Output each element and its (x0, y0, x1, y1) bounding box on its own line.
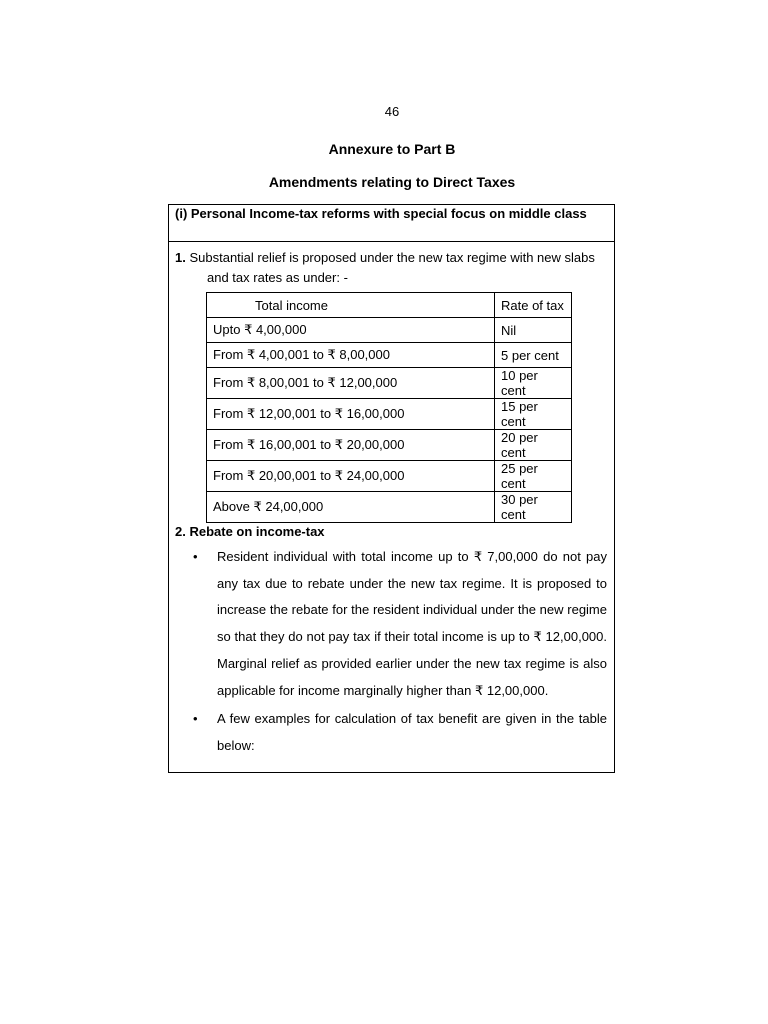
income-cell: From ₹ 20,00,001 to ₹ 24,00,000 (207, 461, 495, 492)
table-header-row (207, 293, 572, 318)
page-title: Annexure to Part B (328, 141, 456, 157)
item-1-text (175, 248, 605, 288)
table-row (207, 461, 572, 492)
income-cell: From ₹ 4,00,001 to ₹ 8,00,000 (207, 343, 495, 368)
rate-cell: 5 per cent (495, 343, 572, 368)
rebate-heading: 2. Rebate on income-tax (175, 524, 325, 539)
header-rate-of-tax: Rate of tax (495, 293, 572, 318)
table-row (207, 343, 572, 368)
income-cell: From ₹ 8,00,001 to ₹ 12,00,000 (207, 368, 495, 399)
rate-cell: 25 per cent (495, 461, 572, 492)
tax-slab-table (206, 292, 572, 523)
table-row (207, 399, 572, 430)
section-heading: (i) Personal Income-tax reforms with special focus on middle class (175, 206, 587, 221)
table-row (207, 430, 572, 461)
income-cell: Above ₹ 24,00,000 (207, 492, 495, 523)
list-item (175, 706, 607, 759)
table-row (207, 318, 572, 343)
section-heading-box (168, 204, 615, 242)
income-cell: From ₹ 12,00,001 to ₹ 16,00,000 (207, 399, 495, 430)
rate-cell: 15 per cent (495, 399, 572, 430)
item-1-line-2: and tax rates as under: - (207, 270, 348, 285)
section-body-box (168, 241, 615, 773)
table-row (207, 492, 572, 523)
income-cell: Upto ₹ 4,00,000 (207, 318, 495, 343)
page-number: 46 (384, 104, 400, 119)
bullet-icon: • (193, 549, 198, 564)
item-1-number: 1. (175, 250, 186, 265)
item-1-line-1: Substantial relief is proposed under the new tax regime with new slabs (189, 250, 595, 265)
rate-cell: 30 per cent (495, 492, 572, 523)
table-row (207, 368, 572, 399)
list-item (175, 544, 607, 704)
bullet-icon: • (193, 711, 198, 727)
income-cell: From ₹ 16,00,001 to ₹ 20,00,000 (207, 430, 495, 461)
header-total-income: Total income (207, 293, 495, 318)
bullet-text: A few examples for calculation of tax benefit are given in the table below: (217, 711, 607, 753)
rate-cell: Nil (495, 318, 572, 343)
rate-cell: 20 per cent (495, 430, 572, 461)
rebate-bullet-list (175, 544, 607, 762)
bullet-text: Resident individual with total income up to ₹ 7,00,000 do not pay any tax due to rebate under the new tax regime. It is proposed to increase the rebate for the resident individual under the new regime so that they do not pay tax if their total income is up to ₹ 12,00,000. Marginal relief as provided earlier under the new tax regime is also applicable for income marginally higher than ₹ 12,00,000. (217, 549, 607, 698)
page-subtitle: Amendments relating to Direct Taxes (268, 174, 516, 190)
rate-cell: 10 per cent (495, 368, 572, 399)
